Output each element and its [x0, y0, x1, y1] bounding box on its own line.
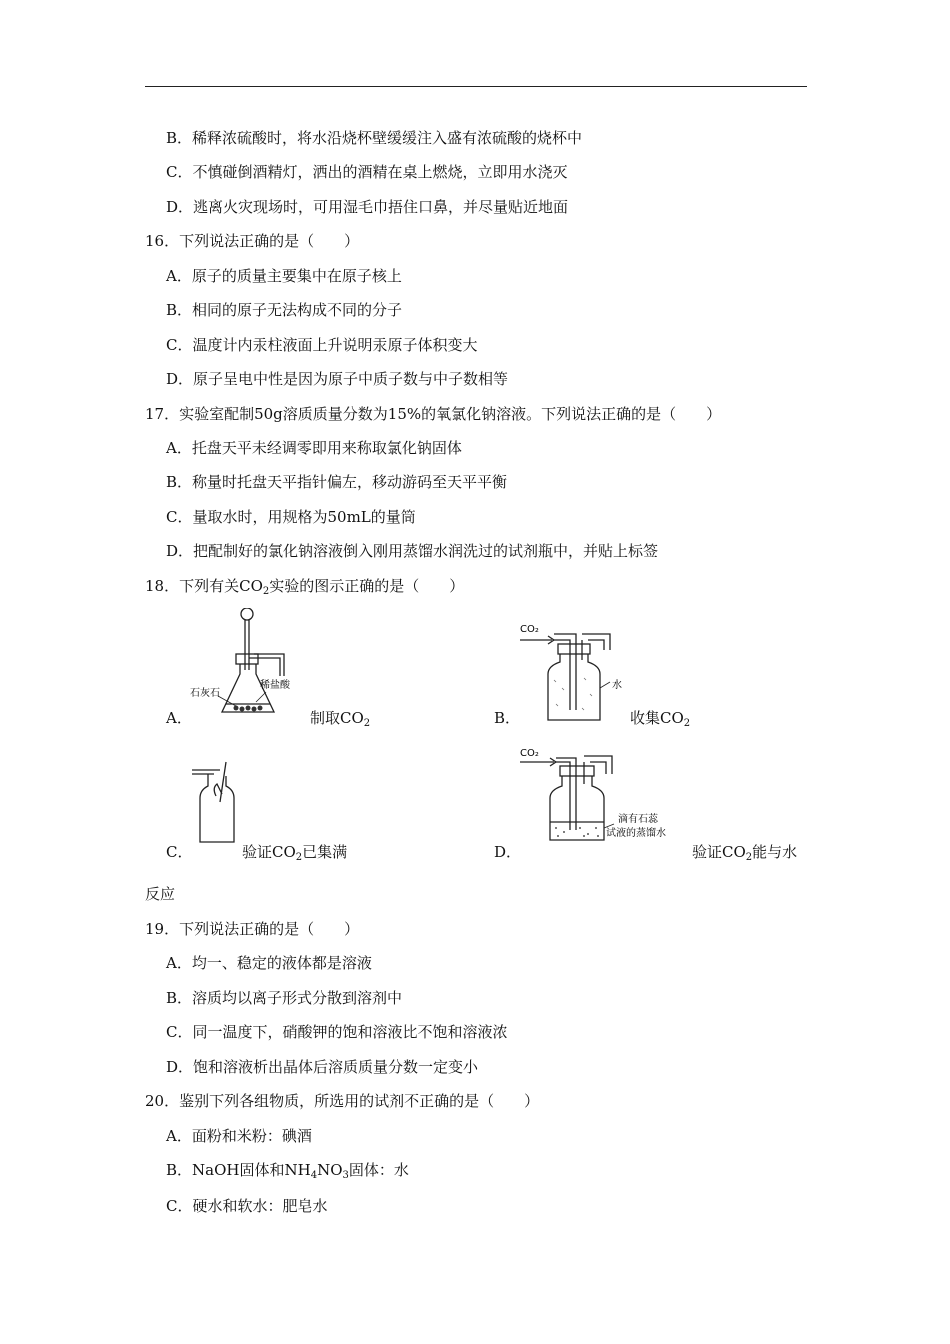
q16-option-a: A．原子的质量主要集中在原子核上 [166, 267, 402, 285]
figure-a-flask-apparatus [190, 608, 310, 720]
q18-option-d-caption-cont: 反应 [145, 885, 176, 903]
q15-option-d: D．逃离火灾现场时，可用湿毛巾捂住口鼻，并尽量贴近地面 [166, 198, 569, 216]
q19-option-d: D．饱和溶液析出晶体后溶质质量分数一定变小 [166, 1058, 479, 1076]
q17-stem: 17．实验室配制50g溶质质量分数为15%的氧氯化钠溶液。下列说法正确的是（ ） [145, 405, 722, 423]
q18-option-a-letter: A． [166, 709, 192, 727]
q17-option-a: A．托盘天平未经调零即用来称取氯化钠固体 [166, 439, 462, 457]
figure-d-bottle-litmus [518, 744, 688, 848]
fig-d-label-liquid-line1: 滴有石蕊 [618, 814, 658, 825]
fig-a-label-right: 稀盐酸 [260, 680, 290, 691]
q19-option-a: A．均一、稳定的液体都是溶液 [166, 954, 372, 972]
q18-option-b-letter: B． [494, 709, 521, 727]
q16-option-b: B．相同的原子无法构成不同的分子 [166, 301, 403, 319]
fig-a-label-left: 石灰石 [190, 688, 220, 699]
q16-option-d: D．原子呈电中性是因为原子中质子数与中子数相等 [166, 370, 509, 388]
fig-d-label-gas: CO₂ [520, 748, 539, 759]
q16-option-c: C．温度计内汞柱液面上升说明汞原子体积变大 [166, 336, 478, 354]
q17-option-d: D．把配制好的氯化钠溶液倒入刚用蒸馏水润洗过的试剂瓶中，并贴上标签 [166, 542, 659, 560]
q18-option-c-letter: C． [166, 843, 193, 861]
fig-b-label-water: 水 [612, 680, 622, 691]
q15-option-b: B．稀释浓硫酸时，将水沿烧杯壁缓缓注入盛有浓硫酸的烧杯中 [166, 129, 583, 147]
fig-b-label-gas: CO₂ [520, 624, 539, 635]
figure-c-bottle-match [190, 758, 250, 846]
figure-b-gas-bottle-water [518, 620, 630, 724]
q19-stem: 19．下列说法正确的是（ ） [145, 920, 360, 938]
q18-option-a-caption: 制取$CO_2$ [310, 709, 371, 729]
q20-stem: 20．鉴别下列各组物质，所选用的试剂不正确的是（ ） [145, 1092, 540, 1110]
q18-option-d-caption: 验证$CO_2$能与水 [692, 843, 798, 863]
q17-option-c: C．量取水时，用规格为50mL的量筒 [166, 508, 416, 526]
q18-option-c-caption: 验证$CO_2$已集满 [242, 843, 348, 863]
q20-option-b: B．NaOH固体和$NH_4NO_3$固体：水 [166, 1161, 409, 1181]
q20-option-c: C．硬水和软水：肥皂水 [166, 1197, 328, 1215]
q18-stem: 18．下列有关$CO_2$实验的图示正确的是（ ） [145, 577, 465, 597]
q17-option-b: B．称量时托盘天平指针偏左，移动游码至天平平衡 [166, 473, 508, 491]
q18-option-d-letter: D． [494, 843, 522, 861]
q16-stem: 16．下列说法正确的是（ ） [145, 232, 360, 250]
fig-d-label-liquid-line2: 试液的蒸馏水 [606, 828, 666, 839]
q19-option-b: B．溶质均以离子形式分散到溶剂中 [166, 989, 403, 1007]
q20-option-a: A．面粉和米粉：碘酒 [166, 1127, 312, 1145]
q19-option-c: C．同一温度下，硝酸钾的饱和溶液比不饱和溶液浓 [166, 1023, 508, 1041]
q15-option-c: C．不慎碰倒酒精灯，洒出的酒精在桌上燃烧，立即用水浇灭 [166, 163, 568, 181]
header-rule [145, 86, 807, 87]
q18-option-b-caption: 收集$CO_2$ [630, 709, 691, 729]
